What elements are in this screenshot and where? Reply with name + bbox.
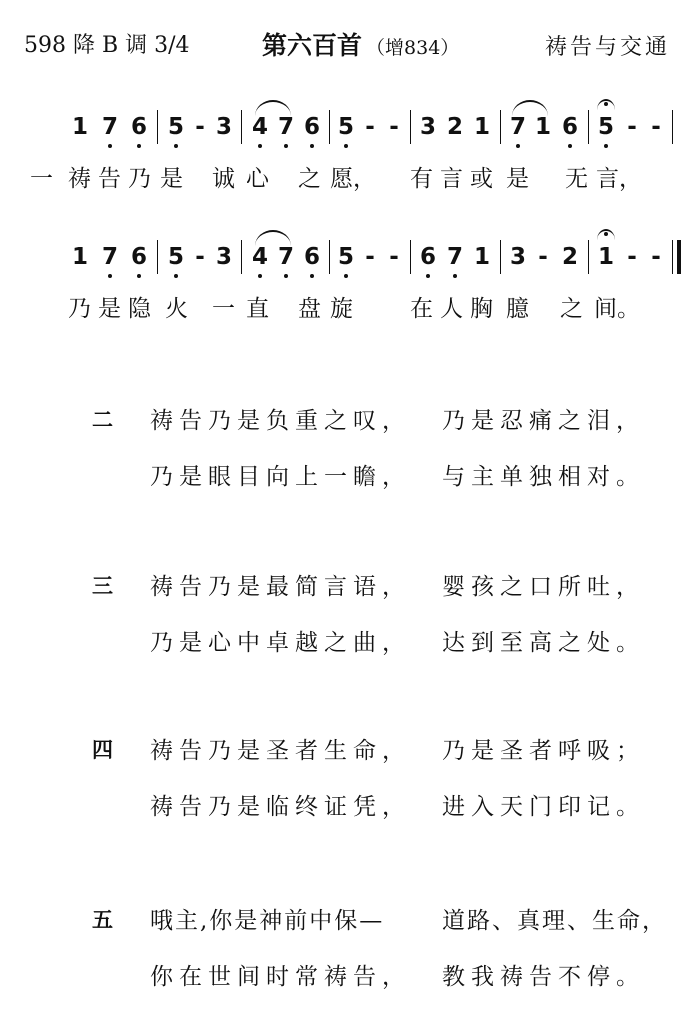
- lyric: 告: [98, 166, 121, 192]
- verse-5: [0, 902, 700, 992]
- octave-dot: [174, 274, 178, 278]
- note: 3: [509, 244, 526, 270]
- note: 2: [561, 244, 578, 270]
- final-barline: [672, 240, 673, 274]
- lyric: 言: [440, 166, 463, 192]
- note: 7: [446, 244, 463, 270]
- lyric: 间。: [594, 296, 640, 322]
- lyric: 言，: [596, 166, 642, 192]
- octave-dot: [426, 274, 430, 278]
- lyric: 是: [506, 166, 529, 192]
- lyric: 人: [440, 296, 463, 322]
- barline: [588, 240, 589, 274]
- note: 7: [277, 244, 294, 270]
- lyric: 祷: [68, 166, 91, 192]
- lyric: 是: [160, 166, 183, 192]
- note: 6: [130, 114, 147, 140]
- lyric: 胸: [470, 296, 493, 322]
- verse-line: 乃是圣者呼吸；: [442, 738, 645, 764]
- note: -: [365, 244, 375, 270]
- barline: [329, 110, 330, 144]
- octave-dot: [284, 144, 288, 148]
- note: 5: [167, 114, 184, 140]
- note: -: [389, 244, 399, 270]
- note: 6: [561, 114, 578, 140]
- octave-dot: [174, 144, 178, 148]
- barline: [500, 110, 501, 144]
- lyric: 愿，: [330, 166, 376, 192]
- octave-dot: [258, 144, 262, 148]
- note: 1: [473, 244, 490, 270]
- barline: [329, 240, 330, 274]
- note: 1: [71, 244, 88, 270]
- lyric: 之: [560, 296, 583, 322]
- verse-number: 三: [92, 574, 113, 598]
- lyric: 乃: [68, 296, 91, 322]
- note: 1: [597, 244, 614, 270]
- note: -: [627, 244, 637, 270]
- verse-line: 哦主,你是神前中保—: [150, 908, 385, 934]
- verse-number: 五: [92, 908, 113, 932]
- note: 6: [419, 244, 436, 270]
- verse-line: 祷告乃是负重之叹，: [150, 408, 411, 434]
- fermata-icon: [597, 229, 615, 240]
- lyric: 一: [212, 296, 235, 322]
- hymn-subtitle: （增834）: [366, 37, 460, 59]
- octave-dot: [310, 274, 314, 278]
- verse-4: [0, 732, 700, 822]
- barline: [410, 110, 411, 144]
- note: 1: [71, 114, 88, 140]
- verse-line: 教我祷告不停。: [442, 964, 645, 990]
- verse-number: 二: [92, 408, 113, 432]
- note: -: [195, 114, 205, 140]
- octave-dot: [258, 274, 262, 278]
- lyric: 之: [298, 166, 321, 192]
- octave-dot: [568, 144, 572, 148]
- note: -: [538, 244, 548, 270]
- note: 7: [101, 244, 118, 270]
- note: 6: [303, 244, 320, 270]
- lyric: 乃: [128, 166, 151, 192]
- fermata-icon: [597, 99, 615, 110]
- verse-line: 你在世间时常祷告，: [150, 964, 411, 990]
- hymn-key-signature: 598 降 B 调 3/4: [24, 33, 190, 58]
- lyric: 诚: [212, 166, 235, 192]
- barline: [588, 110, 589, 144]
- verse-line: 进入天门印记。: [442, 794, 645, 820]
- octave-dot: [604, 144, 608, 148]
- note: 4: [251, 244, 268, 270]
- verse-line: 乃是忍痛之泪，: [442, 408, 645, 434]
- hymn-header: [0, 28, 700, 68]
- note: 7: [277, 114, 294, 140]
- hymn-title: [262, 26, 459, 62]
- note: -: [195, 244, 205, 270]
- lyric: 无: [565, 166, 588, 192]
- lyric: 或: [470, 166, 493, 192]
- octave-dot: [344, 144, 348, 148]
- lyric: 隐: [128, 296, 151, 322]
- hymn-category: 祷告与交通: [544, 35, 670, 60]
- note: 1: [473, 114, 490, 140]
- note: -: [389, 114, 399, 140]
- octave-dot: [137, 144, 141, 148]
- note: 6: [303, 114, 320, 140]
- verse-line: 与主单独相对。: [442, 464, 645, 490]
- note: 5: [337, 244, 354, 270]
- note: -: [627, 114, 637, 140]
- barline: [157, 240, 158, 274]
- verse-line: 祷告乃是最简言语，: [150, 574, 411, 600]
- final-barline-thick: [677, 240, 681, 274]
- verse-line: 祷告乃是圣者生命，: [150, 738, 411, 764]
- lyric-line-2: [0, 290, 700, 324]
- lyric: 有: [410, 166, 433, 192]
- verse-line: 乃是眼目向上一瞻，: [150, 464, 411, 490]
- note: -: [365, 114, 375, 140]
- octave-dot: [108, 144, 112, 148]
- verse-line: 祷告乃是临终证凭，: [150, 794, 411, 820]
- octave-dot: [310, 144, 314, 148]
- octave-dot: [137, 274, 141, 278]
- note: -: [651, 244, 661, 270]
- lyric: 在: [410, 296, 433, 322]
- verse-number: 四: [92, 738, 113, 762]
- lyric: 直: [246, 296, 269, 322]
- barline: [241, 110, 242, 144]
- octave-dot: [284, 274, 288, 278]
- note: -: [651, 114, 661, 140]
- barline: [410, 240, 411, 274]
- verse-line: 婴孩之口所吐，: [442, 574, 645, 600]
- note: 7: [509, 114, 526, 140]
- score-line-2: [0, 238, 700, 278]
- octave-dot: [108, 274, 112, 278]
- score-line-1: [0, 108, 700, 148]
- hymn-title-text: 第六百首: [262, 31, 363, 60]
- barline: [672, 110, 673, 144]
- lyric-line-1: [0, 160, 700, 194]
- note: 3: [215, 114, 232, 140]
- lyric: 臆: [506, 296, 529, 322]
- note: 3: [419, 114, 436, 140]
- octave-dot: [516, 144, 520, 148]
- note: 7: [101, 114, 118, 140]
- verse-2: [0, 402, 700, 492]
- verse-line: 达到至高之处。: [442, 630, 645, 656]
- verse-line: 道路、真理、生命，: [442, 908, 667, 934]
- note: 5: [597, 114, 614, 140]
- note: 3: [215, 244, 232, 270]
- barline: [241, 240, 242, 274]
- note: 5: [337, 114, 354, 140]
- octave-dot: [453, 274, 457, 278]
- lyric: 盘: [298, 296, 321, 322]
- verse-line: 乃是心中卓越之曲，: [150, 630, 411, 656]
- note: 1: [534, 114, 551, 140]
- barline: [157, 110, 158, 144]
- note: 4: [251, 114, 268, 140]
- note: 2: [446, 114, 463, 140]
- verse-3: [0, 568, 700, 658]
- lyric: 旋: [330, 296, 353, 322]
- lyric: 心: [246, 166, 269, 192]
- note: 5: [167, 244, 184, 270]
- octave-dot: [344, 274, 348, 278]
- lyric: 是: [98, 296, 121, 322]
- lyric: 火: [165, 296, 188, 322]
- barline: [500, 240, 501, 274]
- verse-number: 一: [30, 166, 53, 192]
- note: 6: [130, 244, 147, 270]
